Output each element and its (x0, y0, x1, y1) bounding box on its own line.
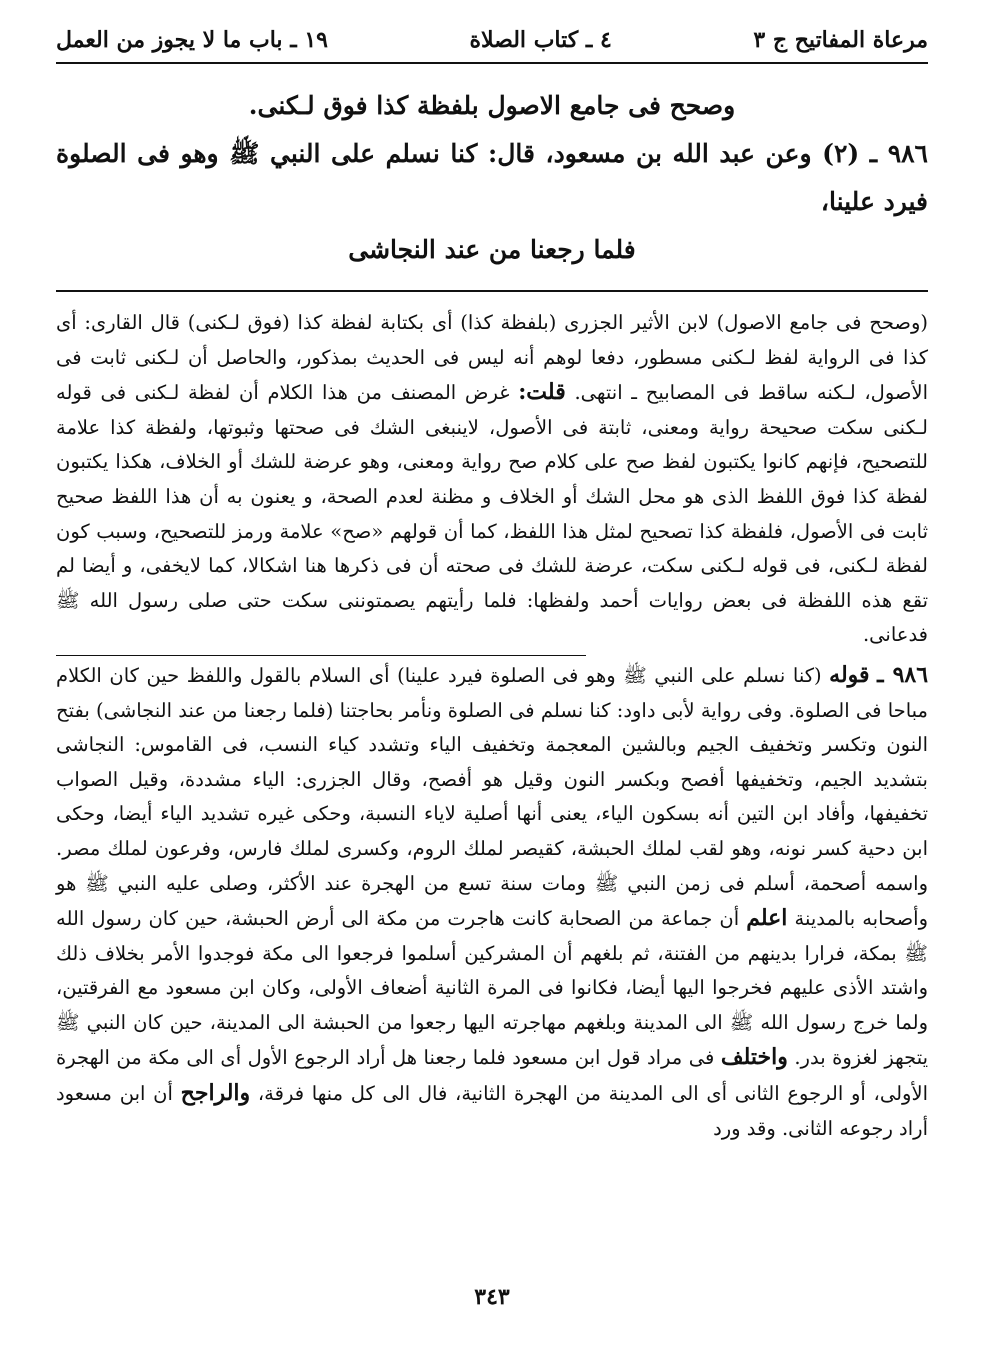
hadith-intro: وصحح فى جامع الاصول بلفظة كذا فوق لـكنى. (248, 91, 736, 120)
bab-title: ١٩ ـ باب ما لا يجوز من العمل (56, 27, 328, 53)
hadith-block (56, 82, 928, 274)
running-header (56, 18, 928, 64)
commentary (56, 306, 928, 1146)
book-title: مرعاة المفاتيح ج ٣ (753, 27, 928, 53)
commentary-paragraph-2 (56, 658, 928, 1146)
commentary-number: ٩٨٦ ـ (877, 661, 929, 688)
commentary-text-2-rest: أن جماعة من الصحابة كانت هاجرت من مكة الى أرض الحبشة، حين كان رسول الله ﷺ بمكة، فرارا بدينهم من الفتنة، ثم بلغهم أن المشركين أسلموا فرجعوا الى مكة فوجدوا الأمر بخلاف ذلك واشتد الأذى عليهم فخرجوا اليها أيضا، فكانوا فى المرة الثانية أضعاف الأولى، وكان ابن مسعود مع الفرقتين، ولما خرج رسول الله ﷺ الى المدينة وبلغهم مهاجرته اليها رجعوا من الحبشة الى المدينة، حين كان النبي ﷺ يتجهز لغزوة بدر. (56, 907, 929, 1070)
commentary-text-2-rest2: فى مراد قول ابن مسعود فلما رجعنا هل أراد الرجوع الأول أى الى مكة من الهجرة الأولى، أو الرجوع الثانى أى الى المدينة من الهجرة الثانية، فال الى كل منها فرقة، (56, 1046, 928, 1106)
hadith-main (56, 130, 928, 226)
qultu-label: قلت: (518, 379, 566, 406)
a3lam-label: اعلم (746, 905, 788, 932)
page-number: ٣٤٣ (474, 1284, 510, 1310)
rajih-label: والراجح (180, 1080, 251, 1107)
commentary-text-2: (كنا نسلم على النبي ﷺ وهو فى الصلوة فيرد علينا) أى السلام بالقول واللفظ حين كان الكلام مباحا فى الصلوة. وفى رواية لأبى داود: كنا نسلم فى الصلوة ونأمر بحاجتنا (فلما رجعنا من عند النجاشى) بفتح النون وتكسر وتخفيف الجيم وبالشين المعجمة وتخفيف الياء وتشدد كياء النسب، فى القاموس: النجاشى بتشديد الجيم، وتخفيفها أفصح وبكسر النون وقيل هو أفصح، وقال الجزرى: الياء مشددة، وقيل الصواب تخفيفها، وأفاد ابن التين أنه بسكون الياء، يعنى أنها أصلية لاياء النسبة، وحكى غيره تشديد الياء أيضا، وحكى ابن دحية كسر نونه، وهو لقب لملك الحبشة، كقيصر لملك الروم، وكسرى لملك فارس، وفرعون لملك مصر. واسمه أصحمة، أسلم فى زمن النبي ﷺ ومات سنة تسع من الهجرة عند الأكثر، وصلى عليه النبي ﷺ هو وأصحابه بالمدينة (56, 663, 929, 931)
ikhtalaf-label: واختلف (720, 1044, 788, 1071)
paragraph-divider (56, 655, 586, 656)
commentary-text-1-rest: غرض المصنف من هذا الكلام أن لفظة لـكنى فى قوله لـكنى سكت صحيحة رواية ومعنى، ثابتة فى الأصول، لاينبغى الشك فى صحتها وثبوتها، ولفظة كذا علامة للتصحيح، فإنهم كانوا يكتبون لفظ صح على كلام صح رواية ومعنى، وهو عرضة للشك أو الخلاف، هكذا يكتبون لفظة كذا فوق اللفظ الذى هو محل الشك أو الخلاف و مظنة لعدم الصحة، و يعنون به أن هذا اللفظ صحيح ثابت فى الأصول، فلفظة كذا تصحيح لمثل هذا اللفظ، كما أن قولهم «صح» علامة ورمز للتصحيح، وسبب كون لفظة لـكنى، فى قوله لـكنى سكت، عرضة للشك فى صحته أن فى ذكرها هنا اشكالا، كما لايخفى، و أيضا لم تقع هذه اللفظة فى بعض روايات أحمد ولفظها: فلما رأيتهم يصمتوننى سكت حتى صلى رسول الله ﷺ فدعانى. (56, 381, 928, 647)
hadith-continuation: فلما رجعنا من عند النجاشى (348, 235, 636, 264)
commentary-text-1: (وصحح فى جامع الاصول) لابن الأثير الجزرى (بلفظة كذا) أى بكتابة لفظة كذا (فوق لـكنى) قال القارى: أى كذا فى الرواية لفظ لـكنى مسطور، دفعا لوهم أنه ليس فى الحديث بمذكور، والحاصل أن لـكنى ثابت فى الأصول، لـكنه ساقط فى المصابيح ـ انتهى. (56, 311, 929, 405)
commentary-paragraph-1 (56, 306, 928, 653)
hadith-number: ٩٨٦ ـ (٢) (822, 139, 928, 168)
document-page (56, 18, 928, 1338)
commentary-text-2-end: أن ابن مسعود أراد رجوعه الثانى. وقد ورد (56, 1082, 928, 1140)
qawluhu-label: قوله (829, 661, 870, 688)
hadith-text: وعن عبد الله بن مسعود، قال: كنا نسلم على النبي ﷺ وهو فى الصلوة فيرد علينا، (56, 139, 928, 216)
section-divider (56, 290, 928, 292)
kitab-title: ٤ ـ كتاب الصلاة (469, 27, 612, 53)
